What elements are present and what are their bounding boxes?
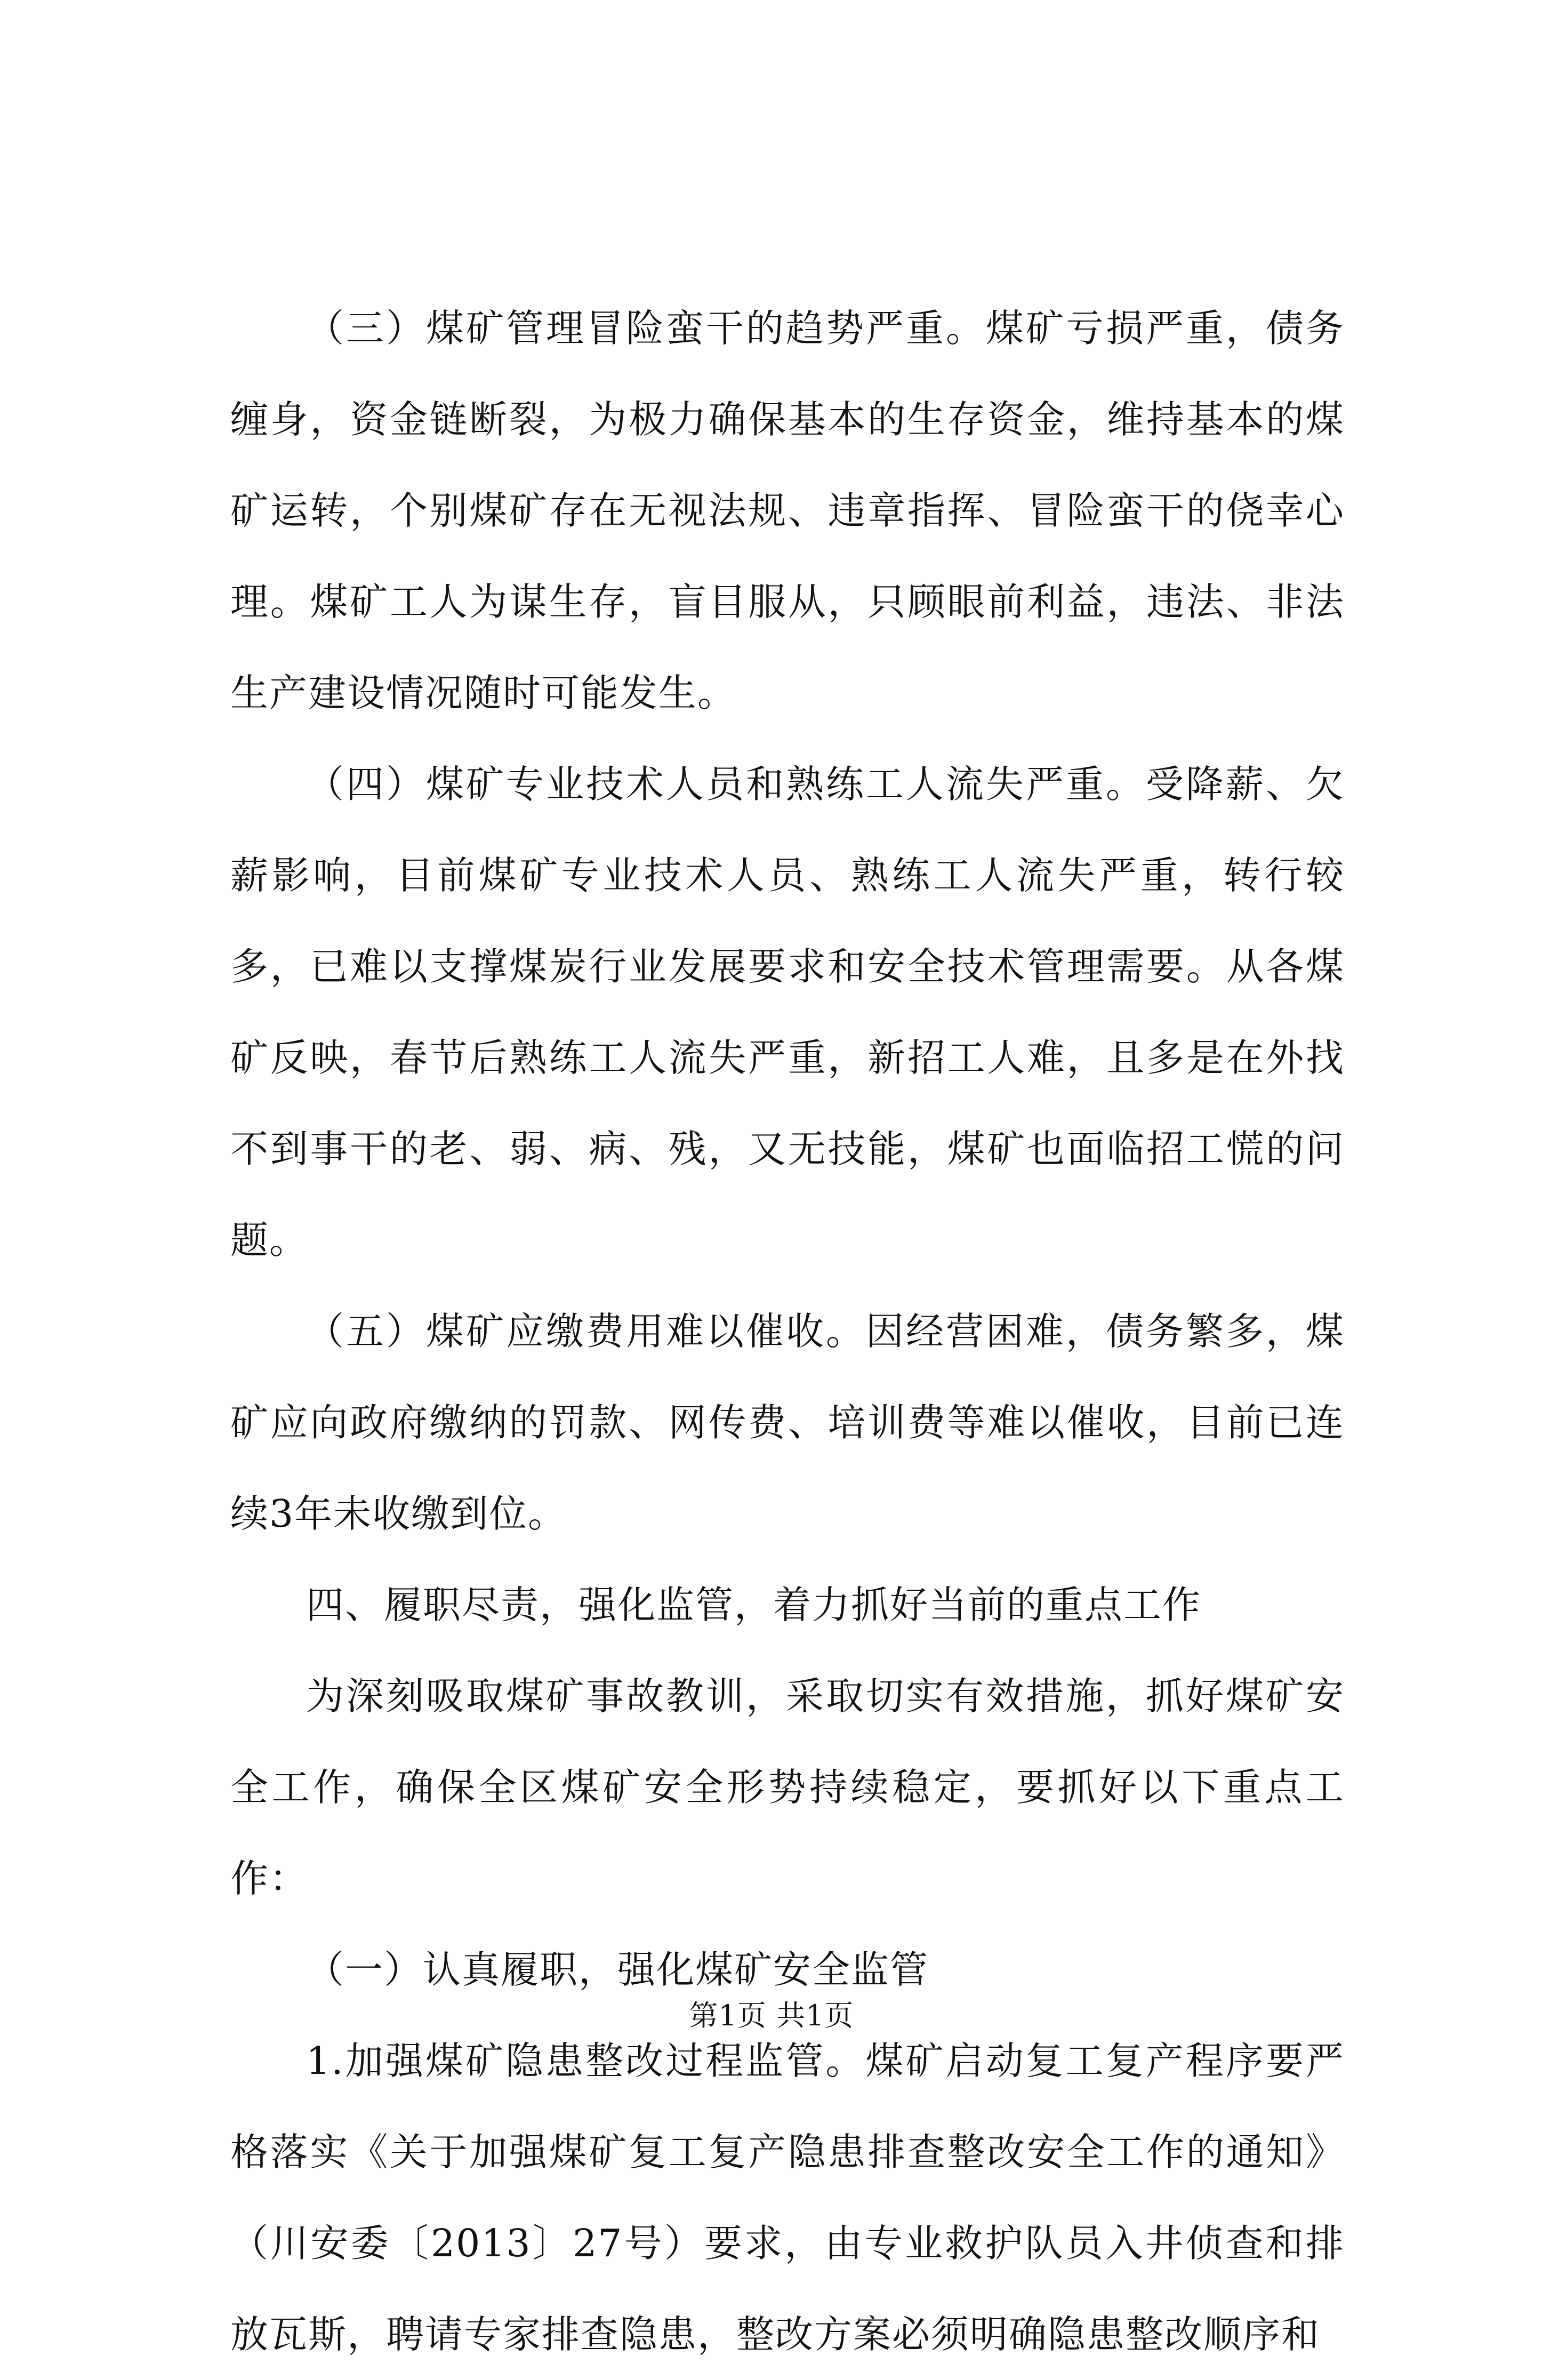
subheading-safety-supervision: （一）认真履职，强化煤矿安全监管 (306, 1948, 929, 1992)
document-body (230, 283, 1345, 2380)
paragraph-coal-management-risk: （三）煤矿管理冒险蛮干的趋势严重。煤矿亏损严重，债务缠身，资金链断裂，为极力确保基本的生存资金，维持基本的煤矿运转，个别煤矿存在无视法规、违章指挥、冒险蛮干的侥幸心理。煤矿工人为谋生存，盲目服从，只顾眼前利益，违法、非法生产建设情况随时可能发生。 (230, 306, 1345, 715)
paragraph-hazard-rectification: 1.加强煤矿隐患整改过程监管。煤矿启动复工复产程序要严格落实《关于加强煤矿复工复产隐患排查整改安全工作的通知》（川安委〔2013〕27号）要求，由专业救护队员入井侦查和排放瓦斯，聘请专家排查隐患，整改方案必须明确隐患整改顺序和 (230, 2039, 1345, 2357)
paragraph-fee-collection: （五）煤矿应缴费用难以催收。因经营困难，债务繁多，煤矿应向政府缴纳的罚款、网传费、培训费等难以催收，目前已连续3年未收缴到位。 (230, 1309, 1345, 1536)
page-number-footer: 第1页 共1页 (689, 1999, 854, 2032)
section-heading-key-work: 四、履职尽责，强化监管，着力抓好当前的重点工作 (306, 1583, 1202, 1627)
paragraph-technical-staff-loss: （四）煤矿专业技术人员和熟练工人流失严重。受降薪、欠薪影响，目前煤矿专业技术人员、熟练工人流失严重，转行较多，已难以支撑煤炭行业发展要求和安全技术管理需要。从各煤矿反映，春节后熟练工人流失严重，新招工人难，且多是在外找不到事干的老、弱、病、残，又无技能，煤矿也面临招工慌的问题。 (230, 762, 1345, 1262)
paragraph-key-work-intro: 为深刻吸取煤矿事故教训，采取切实有效措施，抓好煤矿安全工作，确保全区煤矿安全形势持续稳定，要抓好以下重点工作： (230, 1674, 1345, 1901)
